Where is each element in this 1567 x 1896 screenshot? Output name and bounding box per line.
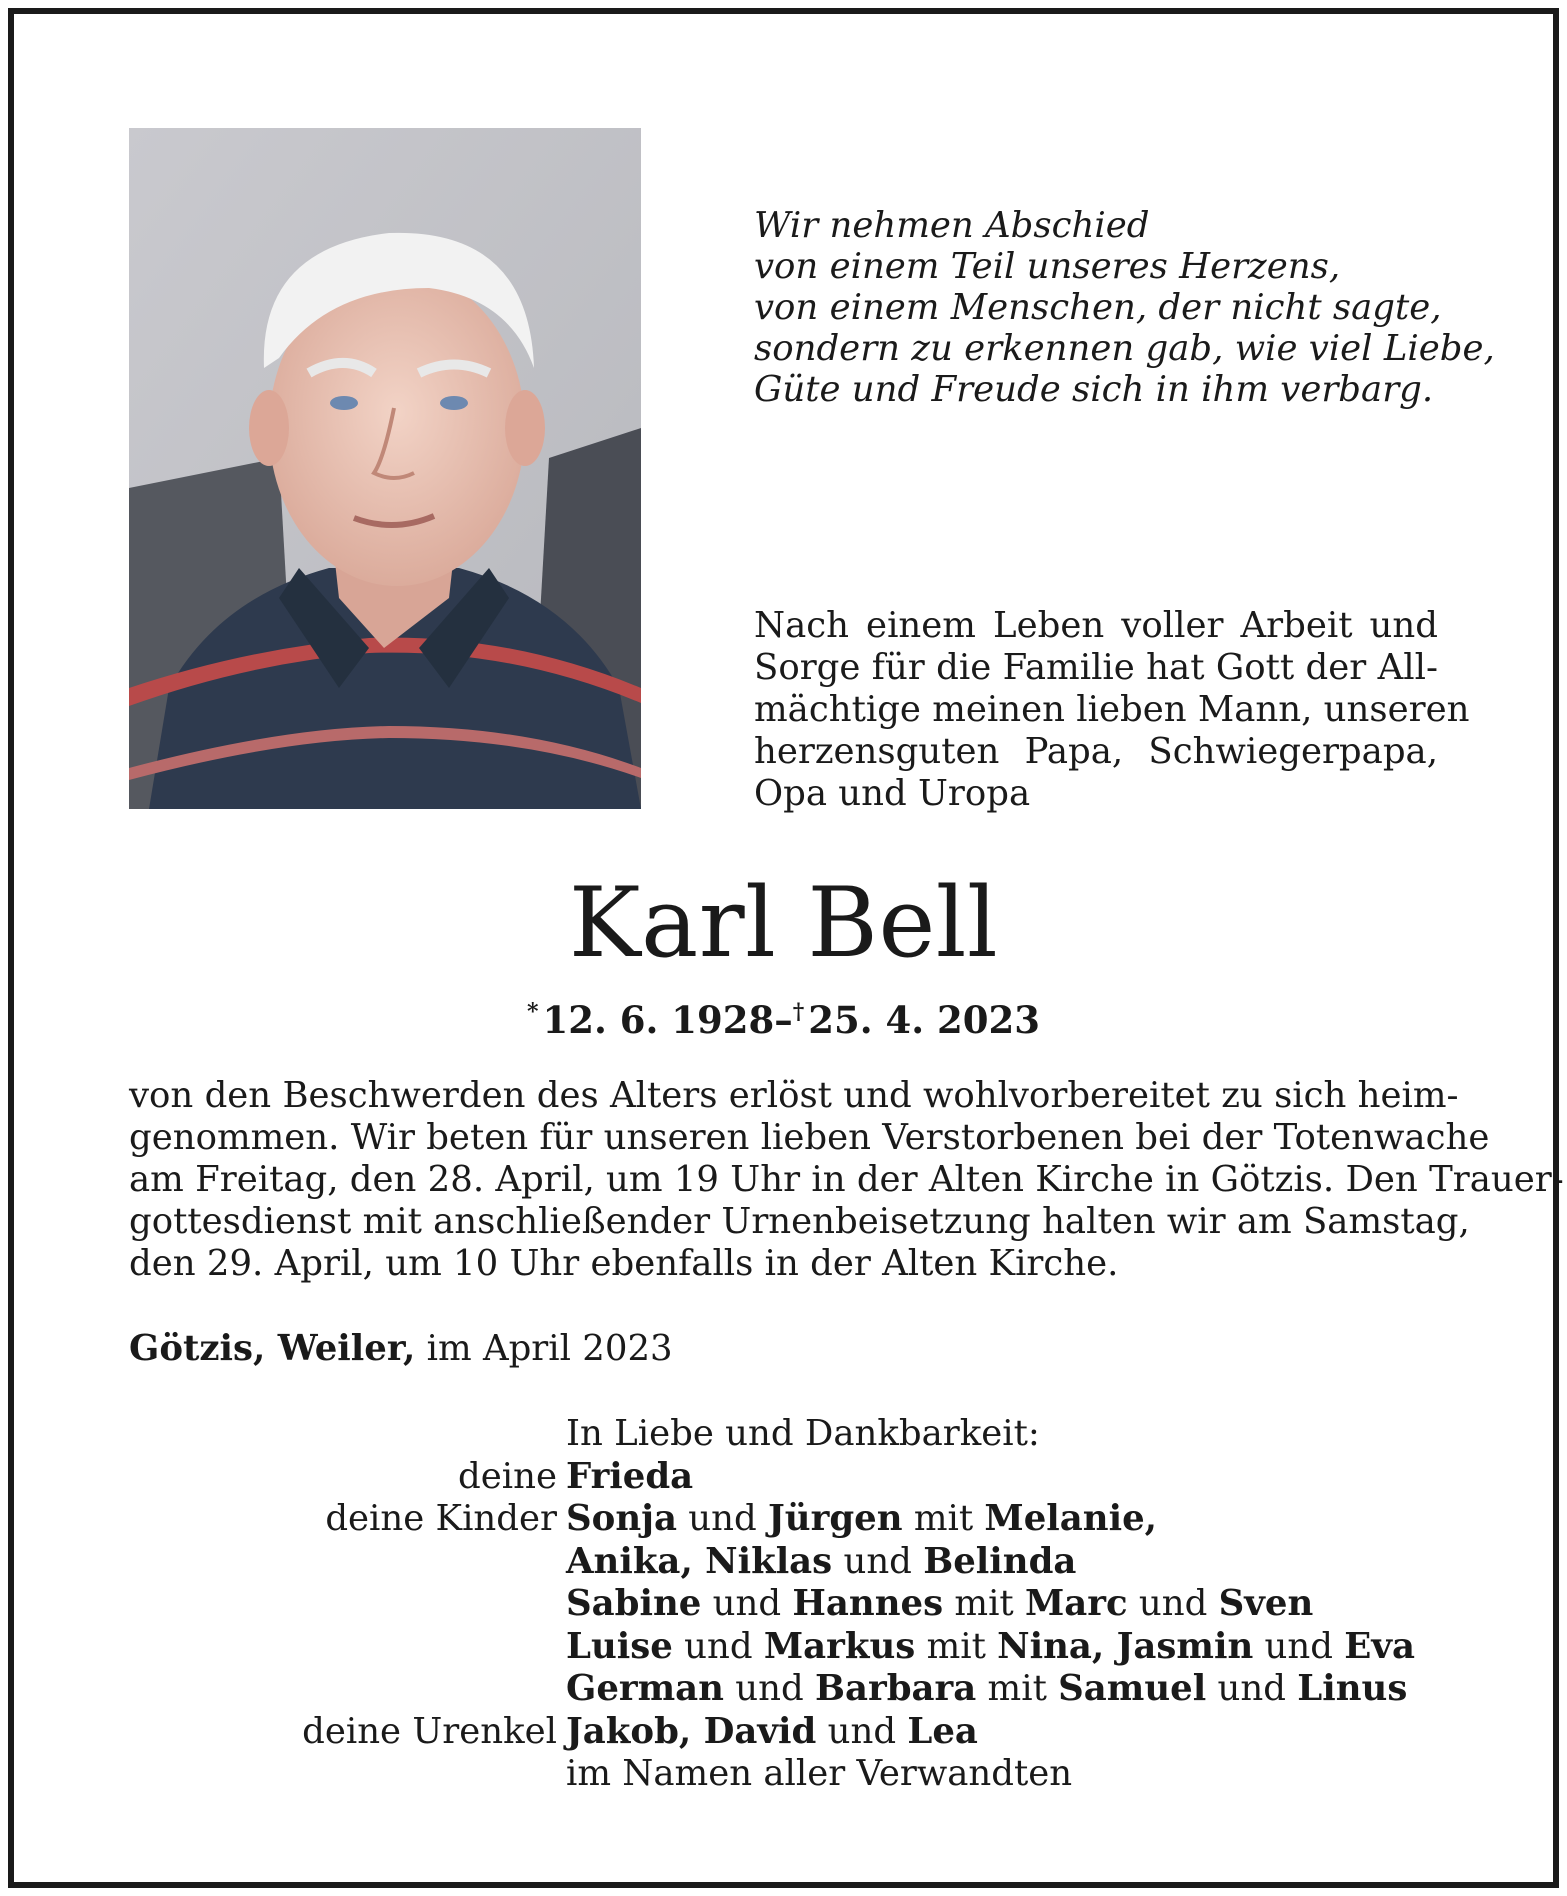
wife-label: deine bbox=[458, 1455, 557, 1497]
children-line bbox=[566, 1583, 1567, 1626]
family-name: Barbara bbox=[815, 1668, 977, 1709]
family-name: Markus bbox=[763, 1625, 916, 1667]
children-label: deine Kinder bbox=[325, 1498, 557, 1539]
body-line: genommen. Wir beten für unseren lieben Verstorbenen bei der Totenwache bbox=[129, 1117, 1490, 1158]
family-signatures bbox=[0, 1413, 1567, 1796]
empty-label bbox=[0, 1413, 566, 1456]
family-name: Sven bbox=[1218, 1583, 1314, 1624]
family-heading-row bbox=[0, 1413, 1567, 1456]
children-line bbox=[566, 1498, 1567, 1541]
wife-row bbox=[0, 1456, 1567, 1499]
family-connector: und bbox=[816, 1710, 908, 1752]
family-name: Lea bbox=[907, 1710, 978, 1752]
family-connector: und bbox=[1127, 1583, 1219, 1624]
family-connector: mit bbox=[976, 1668, 1059, 1709]
family-name: Nina, Jasmin bbox=[997, 1625, 1254, 1667]
children-line bbox=[566, 1626, 1567, 1669]
quote-line: Güte und Freude sich in ihm verbarg. bbox=[754, 369, 1434, 410]
children-row bbox=[0, 1668, 1567, 1711]
announcement-body bbox=[129, 1075, 1564, 1285]
intro-line: herzensguten Papa, Schwiegerpapa, bbox=[754, 731, 1438, 772]
intro-text bbox=[754, 605, 1470, 815]
family-name: Marc bbox=[1024, 1583, 1128, 1624]
body-line: gottesdienst mit anschließender Urnenbeisetzung halten wir am Samstag, bbox=[129, 1201, 1470, 1242]
intro-line: mächtige meinen lieben Mann, unseren bbox=[754, 689, 1470, 730]
intro-line: Opa und Uropa bbox=[754, 773, 1031, 814]
quote-line: von einem Teil unseres Herzens, bbox=[754, 246, 1341, 287]
empty-label bbox=[0, 1753, 566, 1796]
family-connector: und bbox=[832, 1540, 924, 1582]
body-line: den 29. April, um 10 Uhr ebenfalls in der Alten Kirche. bbox=[129, 1243, 1119, 1284]
family-name: German bbox=[566, 1668, 724, 1709]
family-connector: und bbox=[701, 1583, 793, 1624]
family-name: Sabine bbox=[566, 1583, 702, 1624]
birth-symbol: * bbox=[526, 999, 539, 1025]
children-line bbox=[566, 1668, 1567, 1711]
empty-label bbox=[0, 1668, 566, 1711]
family-heading: In Liebe und Dankbarkeit: bbox=[566, 1413, 1040, 1454]
family-name: Eva bbox=[1344, 1625, 1415, 1667]
body-line: am Freitag, den 28. April, um 19 Uhr in der Alten Kirche in Götzis. Den Trauer- bbox=[129, 1159, 1564, 1200]
family-name: Linus bbox=[1297, 1668, 1408, 1709]
children-row bbox=[0, 1541, 1567, 1584]
family-connector: und bbox=[676, 1498, 769, 1539]
quote-line: Wir nehmen Abschied bbox=[754, 205, 1150, 246]
family-connector: und bbox=[672, 1625, 764, 1667]
wife-name: Frieda bbox=[566, 1455, 694, 1497]
greatgrand-label: deine Urenkel bbox=[302, 1710, 557, 1752]
empty-label bbox=[0, 1583, 566, 1626]
portrait-photo bbox=[129, 128, 641, 809]
closing-row bbox=[0, 1753, 1567, 1796]
family-name: Luise bbox=[566, 1625, 673, 1667]
family-name: Sonja bbox=[566, 1498, 677, 1539]
family-connector: mit bbox=[915, 1625, 998, 1667]
greatgrand-row bbox=[0, 1711, 1567, 1754]
family-name: Hannes bbox=[792, 1583, 944, 1624]
family-connector: und bbox=[1206, 1668, 1298, 1709]
family-closing: im Namen aller Verwandten bbox=[566, 1753, 1073, 1794]
death-symbol: † bbox=[792, 999, 805, 1025]
death-date: 25. 4. 2023 bbox=[808, 998, 1041, 1042]
place-location: Götzis, Weiler, bbox=[129, 1328, 416, 1369]
family-name: Jürgen bbox=[768, 1498, 903, 1539]
family-name: Jakob, David bbox=[566, 1710, 817, 1752]
children-line bbox=[566, 1541, 1567, 1584]
children-row bbox=[0, 1498, 1567, 1541]
deceased-name: Karl Bell bbox=[568, 867, 999, 979]
family-connector: und bbox=[723, 1668, 816, 1709]
quote-line: sondern zu erkennen gab, wie viel Liebe, bbox=[754, 328, 1495, 369]
family-name: Belinda bbox=[923, 1540, 1077, 1582]
empty-label bbox=[0, 1541, 566, 1584]
family-connector: mit bbox=[943, 1583, 1025, 1624]
body-line: von den Beschwerden des Alters erlöst und wohlvorbereitet zu sich heim- bbox=[129, 1075, 1459, 1116]
empty-label bbox=[0, 1626, 566, 1669]
intro-line: Nach einem Leben voller Arbeit und bbox=[754, 605, 1438, 646]
family-connector: mit bbox=[902, 1498, 985, 1539]
greatgrand-line bbox=[566, 1711, 1567, 1754]
family-name: Melanie, bbox=[984, 1498, 1158, 1539]
place-date-text: im April 2023 bbox=[426, 1328, 673, 1369]
portrait-photo-icon bbox=[129, 128, 641, 809]
life-dates bbox=[0, 990, 1567, 1042]
intro-line: Sorge für die Familie hat Gott der All- bbox=[754, 647, 1438, 688]
family-name: Anika, Niklas bbox=[566, 1540, 833, 1582]
date-separator: – bbox=[774, 998, 793, 1042]
farewell-quote bbox=[754, 205, 1495, 410]
birth-date: 12. 6. 1928 bbox=[542, 998, 775, 1042]
children-row bbox=[0, 1626, 1567, 1669]
place-date bbox=[129, 1328, 673, 1370]
children-row bbox=[0, 1583, 1567, 1626]
family-connector: und bbox=[1253, 1625, 1345, 1667]
quote-line: von einem Menschen, der nicht sagte, bbox=[754, 287, 1442, 328]
family-name: Samuel bbox=[1058, 1668, 1207, 1709]
